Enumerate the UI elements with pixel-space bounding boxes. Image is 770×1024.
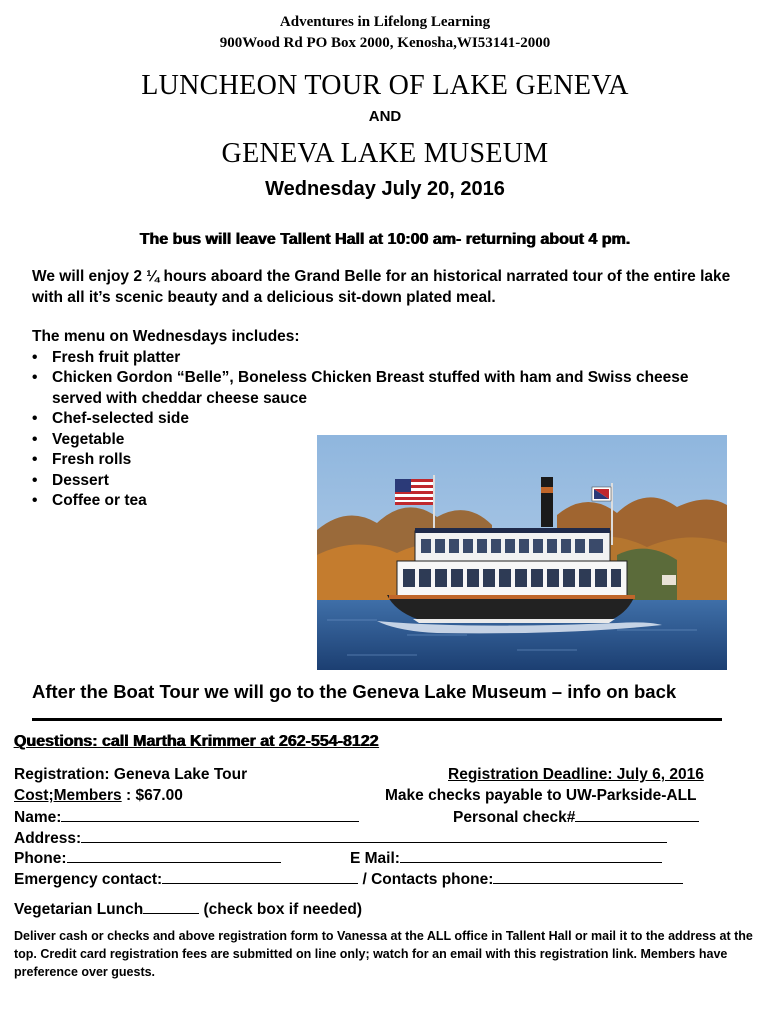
contacts-phone-field[interactable] <box>493 869 683 884</box>
menu-item: • Coffee or tea <box>32 492 147 509</box>
boat-illustration <box>317 435 727 670</box>
name-field[interactable] <box>61 807 359 822</box>
phone-label: Phone: <box>14 850 67 867</box>
emergency-row <box>14 869 683 889</box>
registration-deadline: Registration Deadline: July 6, 2016 <box>448 766 704 783</box>
event-title-line1: LUNCHEON TOUR OF LAKE GENEVA <box>141 70 629 101</box>
org-address: 900Wood Rd PO Box 2000, Kenosha,WI53141-2000 <box>219 35 551 51</box>
event-title-and: AND <box>368 108 402 125</box>
cost-value: : $67.00 <box>121 787 183 804</box>
menu-item: • Fresh rolls <box>32 451 132 468</box>
personal-check-field[interactable] <box>575 807 699 822</box>
email-row <box>350 848 662 868</box>
cost-row <box>14 787 183 805</box>
after-tour-note: After the Boat Tour we will go to the Geneva Lake Museum – info on back <box>32 681 677 702</box>
name-row <box>14 807 359 827</box>
menu-item: • Fresh fruit platter <box>32 348 181 366</box>
checks-payable-note: Make checks payable to UW-Parkside-ALL <box>385 787 697 804</box>
address-field[interactable] <box>81 828 667 843</box>
cost-label: Cost;Members <box>14 787 122 804</box>
personal-check-label: Personal check# <box>453 809 576 826</box>
menu-item: • Chicken Gordon “Belle”, Boneless Chicken Breast stuffed with ham and Swiss cheese served with cheddar cheese sauce <box>32 369 689 407</box>
name-label: Name: <box>14 809 62 826</box>
divider-line <box>32 718 722 721</box>
org-name: Adventures in Lifelong Learning <box>279 14 491 30</box>
email-field[interactable] <box>400 848 662 863</box>
event-date: Wednesday July 20, 2016 <box>265 178 505 200</box>
address-label: Address: <box>14 830 82 847</box>
delivery-instructions: Deliver cash or checks and above registration form to Vanessa at the ALL office in Tallent Hall or mail it to the address at the top. Credit card registration fees are submitted on line only; watch for an email with this registration link. Members have preference over guests. <box>14 929 753 979</box>
menu-item: • Chef-selected side <box>32 410 189 427</box>
contacts-phone-label: / Contacts phone: <box>358 871 494 888</box>
event-description: We will enjoy 2 ¼ hours aboard the Grand Belle for an historical narrated tour of the entire lake with all it’s scenic beauty and a delicious sit-down plated meal. <box>32 268 731 306</box>
menu-item: • Vegetable <box>32 430 125 448</box>
address-row <box>14 828 667 848</box>
emergency-label: Emergency contact: <box>14 871 163 888</box>
boat-photo <box>317 435 727 670</box>
personal-check-row <box>453 807 699 827</box>
emergency-contact-field[interactable] <box>162 869 358 884</box>
vegetarian-row <box>14 899 362 919</box>
vegetarian-label: Vegetarian Lunch <box>14 901 144 918</box>
phone-row <box>14 848 281 868</box>
bus-note: The bus will leave Tallent Hall at 10:00 am- returning about 4 pm. <box>139 231 631 248</box>
vegetarian-note: (check box if needed) <box>199 901 362 918</box>
vegetarian-checkbox[interactable] <box>143 899 199 914</box>
event-title-line2: GENEVA LAKE MUSEUM <box>221 138 549 169</box>
menu-item: • Dessert <box>32 471 109 489</box>
phone-field[interactable] <box>67 848 281 863</box>
menu-intro: The menu on Wednesdays includes: <box>32 328 300 345</box>
registration-label: Registration: Geneva Lake Tour <box>14 766 248 783</box>
questions-contact: Questions: call Martha Krimmer at 262-554-8122 <box>14 733 379 750</box>
email-label: E Mail: <box>350 850 400 867</box>
